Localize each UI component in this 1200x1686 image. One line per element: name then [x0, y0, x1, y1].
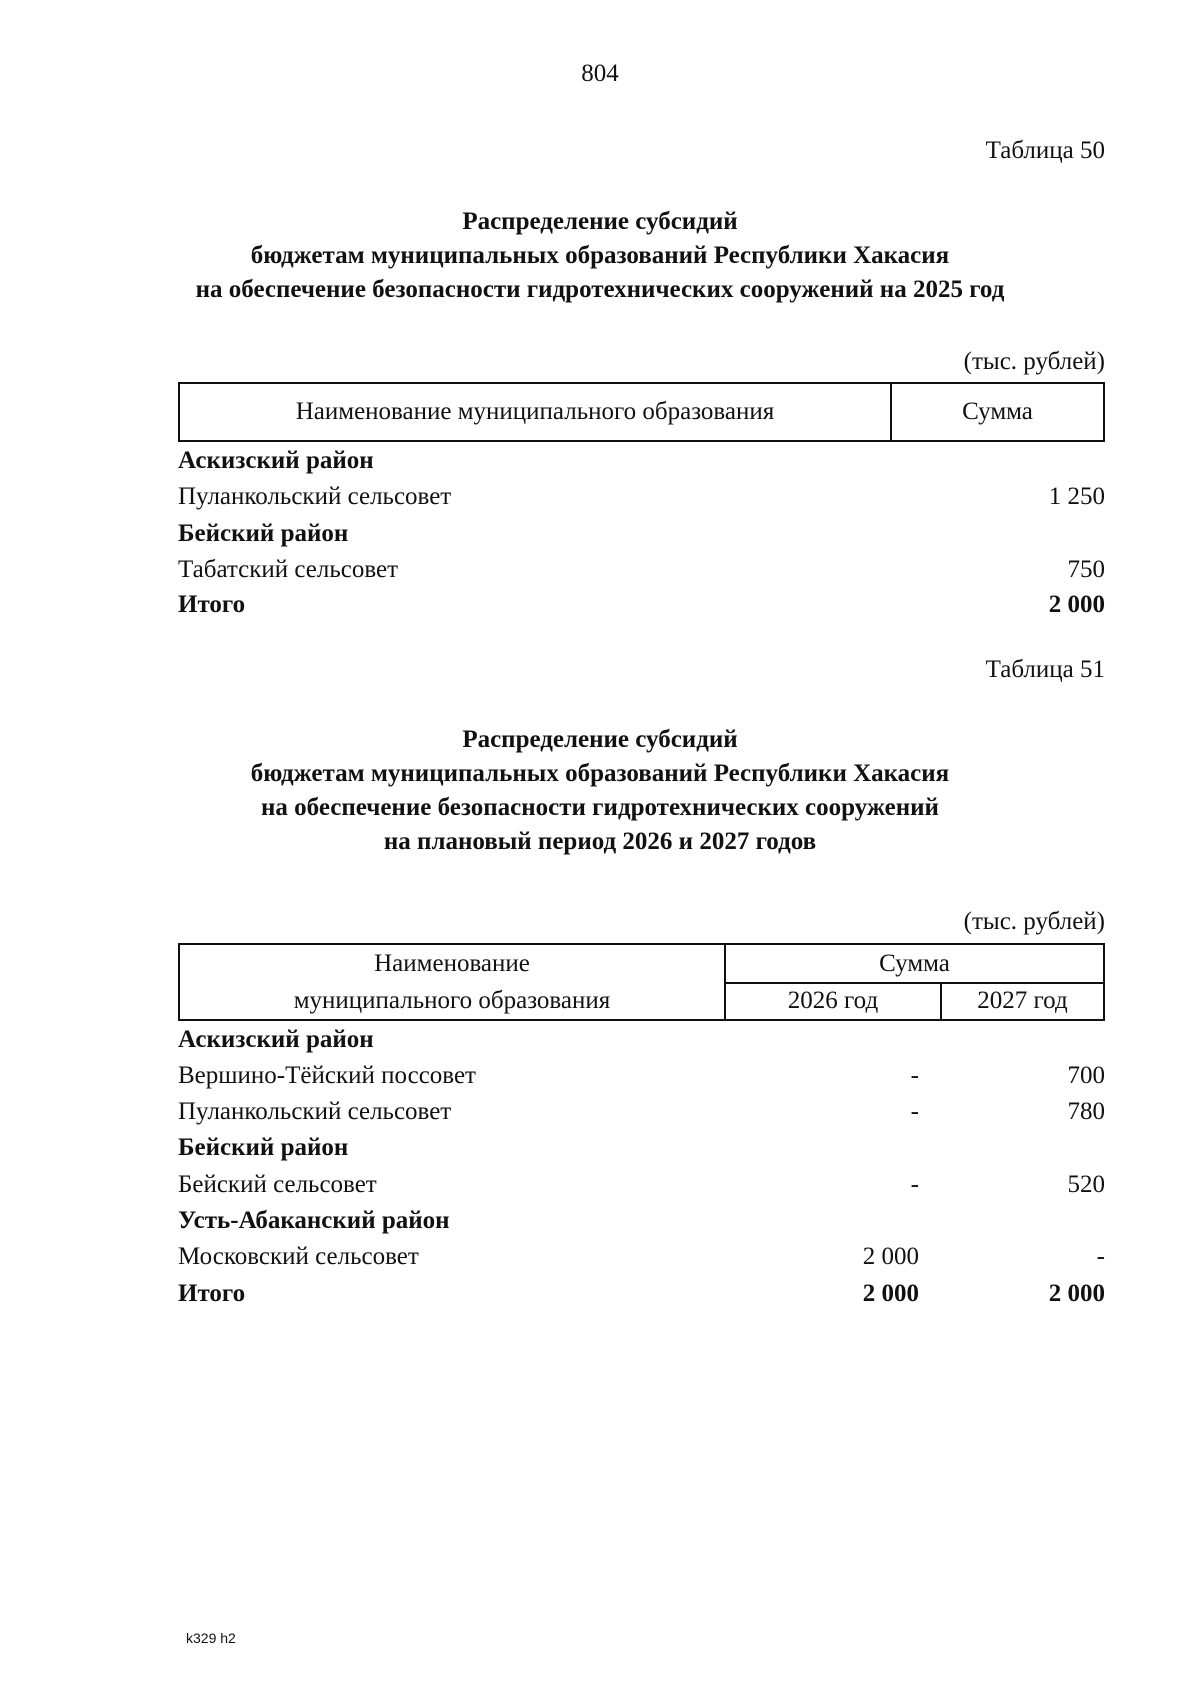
- table-50-header-name: Наименование муниципального образования: [295, 398, 775, 425]
- table-row: [178, 483, 1105, 517]
- total-label: Итого: [178, 591, 246, 618]
- total-value-2027: 2 000: [1048, 1280, 1105, 1307]
- table-total-row: [178, 591, 1105, 625]
- row-value: 750: [1067, 556, 1105, 583]
- table-total-row: [178, 1280, 1105, 1314]
- total-value-2026: 2 000: [862, 1280, 919, 1307]
- value-2026: 2 000: [862, 1243, 919, 1270]
- district-name: Бейский район: [178, 1134, 349, 1161]
- table-50-title-line: на обеспечение безопасности гидротехнических сооружений на 2025 год: [195, 276, 1005, 303]
- table-51-label: Таблица 51: [985, 656, 1105, 683]
- table-51-header-name-line2: муниципального образования: [293, 987, 611, 1014]
- table-row: [178, 1243, 1105, 1277]
- page-number: 804: [581, 60, 619, 87]
- total-value: 2 000: [1048, 591, 1105, 618]
- table-row: [178, 1207, 1105, 1241]
- district-name: Усть-Абаканский район: [178, 1207, 450, 1234]
- district-name: Аскизский район: [178, 1026, 374, 1053]
- table-row: [178, 1026, 1105, 1060]
- table-51-title: [0, 723, 1200, 859]
- table-50-header-sum: Сумма: [962, 398, 1033, 425]
- table-50-header: [178, 382, 1105, 442]
- table-50-title-line: бюджетам муниципальных образований Республики Хакасия: [250, 242, 950, 269]
- value-2027: 520: [1067, 1171, 1105, 1198]
- value-2027: 700: [1067, 1062, 1105, 1089]
- table-row: [178, 1098, 1105, 1132]
- table-50-title: [0, 205, 1200, 307]
- table-row: [178, 447, 1105, 481]
- table-51-units: (тыс. рублей): [963, 908, 1105, 935]
- municipality-name: Бейский сельсовет: [178, 1171, 377, 1198]
- row-value: 1 250: [1048, 483, 1105, 510]
- table-row: [178, 520, 1105, 554]
- value-2027: -: [1096, 1243, 1105, 1270]
- value-2026: -: [910, 1098, 919, 1125]
- value-2026: -: [910, 1171, 919, 1198]
- district-name: Аскизский район: [178, 447, 374, 474]
- municipality-name: Вершино-Тёйский поссовет: [178, 1062, 476, 1089]
- table-row: [178, 1134, 1105, 1168]
- table-51-header: [178, 943, 1105, 1021]
- table-51-header-sum: Сумма: [879, 950, 950, 977]
- table-row: [178, 556, 1105, 590]
- table-51-title-line: на плановый период 2026 и 2027 годов: [383, 828, 817, 855]
- municipality-name: Московский сельсовет: [178, 1243, 419, 1270]
- table-51-title-line: на обеспечение безопасности гидротехнических сооружений: [261, 794, 939, 821]
- table-50-label: Таблица 50: [985, 137, 1105, 164]
- table-51-header-name-line1: Наименование: [374, 950, 530, 977]
- municipality-name: Пуланкольский сельсовет: [178, 483, 452, 510]
- value-2026: -: [910, 1062, 919, 1089]
- table-row: [178, 1062, 1105, 1096]
- table-51-title-line: бюджетам муниципальных образований Республики Хакасия: [250, 760, 950, 787]
- footer-code: k329 h2: [186, 1630, 236, 1646]
- table-50-title-line: Распределение субсидий: [462, 208, 738, 235]
- table-51-header-subdivider: [726, 982, 1103, 984]
- municipality-name: Табатский сельсовет: [178, 556, 399, 583]
- district-name: Бейский район: [178, 520, 349, 547]
- total-label: Итого: [178, 1280, 246, 1307]
- municipality-name: Пуланкольский сельсовет: [178, 1098, 452, 1125]
- value-2027: 780: [1067, 1098, 1105, 1125]
- table-51-header-year-2026: 2026 год: [787, 987, 879, 1014]
- table-51-title-line: Распределение субсидий: [462, 726, 738, 753]
- table-50-units: (тыс. рублей): [963, 348, 1105, 375]
- table-row: [178, 1171, 1105, 1205]
- table-51-header-year-2027: 2027 год: [977, 987, 1068, 1014]
